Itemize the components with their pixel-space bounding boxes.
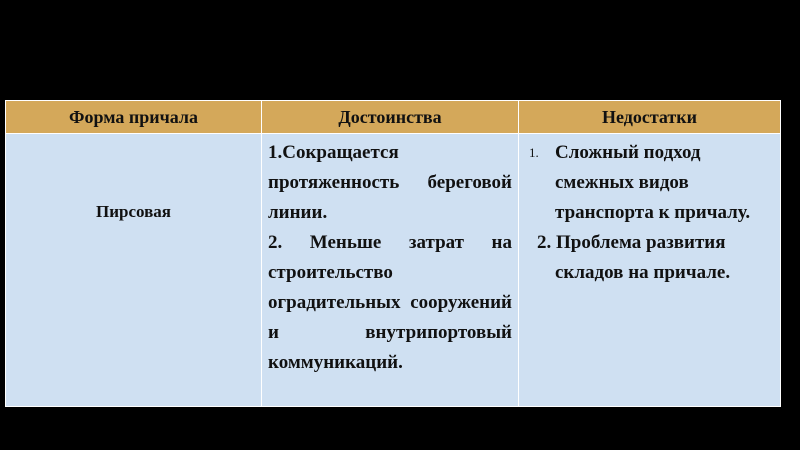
list-item xyxy=(527,138,774,228)
disadvantage-text: Сложный подход смежных видов транспорта к причалу. xyxy=(555,142,751,223)
list-marker: 1. xyxy=(529,145,539,160)
cell-form: Пирсовая xyxy=(6,134,262,407)
advantage-item: 2. Меньше затрат на строительство оградительных сооружений и внутрипортовый коммуникаций. xyxy=(268,232,512,373)
disadvantages-list xyxy=(527,138,774,288)
header-row xyxy=(6,101,781,134)
comparison-table xyxy=(5,100,781,407)
header-form: Форма причала xyxy=(6,101,262,134)
header-disadvantages: Недостатки xyxy=(519,101,781,134)
list-item xyxy=(527,228,774,288)
list-marker: 2. xyxy=(537,232,552,253)
advantage-item: 1.Сокращается протяженность береговой линии. xyxy=(268,142,512,223)
cell-disadvantages xyxy=(519,134,781,407)
disadvantage-text: Проблема развития складов на причале. xyxy=(555,232,731,283)
header-advantages: Достоинства xyxy=(262,101,519,134)
table-row xyxy=(6,134,781,407)
cell-advantages xyxy=(262,134,519,407)
